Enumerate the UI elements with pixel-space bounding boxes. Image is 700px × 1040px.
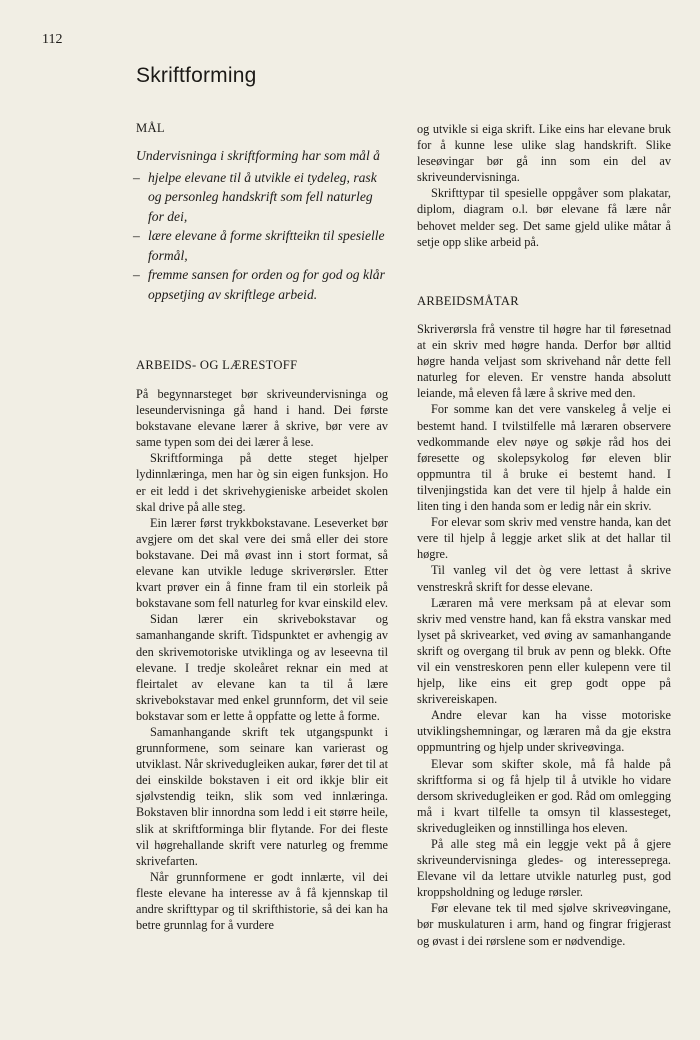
aim-text: hjelpe elevane til å utvikle ei tydeleg, rask og personleg handskrift som fell naturleg for dei, <box>148 169 377 224</box>
content-heading: ARBEIDS- OG LÆRESTOFF <box>136 358 298 372</box>
dash-marker: – <box>133 169 140 185</box>
content-paragraph: Sidan lærer ein skrivebokstavar og samanhangande skrift. Tidspunktet er avhengig av den skrivemotoriske utviklinga og av leseevna til elevane. I tredje skoleåret reknar ein med at fleirtalet av elevane kan ta til å lære skrivebokstavar med enkel grunnform, det vil seie bokstavar som er lette å oppfatte og lette å forme. <box>136 612 388 723</box>
continuation-paragraph: og utvikle si eiga skrift. Like eins har elevane bruk for å kunne lese ulike slag handskrift. Slike leseøvingar bør gå inn som ein del av skriveundervisninga. <box>417 122 671 185</box>
methods-heading: ARBEIDSMÅTAR <box>417 294 519 308</box>
methods-paragraph: Før elevane tek til med sjølve skriveøvingane, bør muskulaturen i arm, hand og fingrar frigjerast og øvast i dei rørslene som er nødvendige. <box>417 901 671 948</box>
methods-paragraph: Elevar som skifter skole, må få halde på skriftforma si og få hjelp til å utvikle ho vidare dersom skrivedugleiken er god. Råd om omlegging må i kvart tilfelle ta omsyn til klassesteget, skrivedugleiken og innstillinga hos eleven. <box>417 756 671 835</box>
methods-paragraph: For somme kan det vere vanskeleg å velje ei bestemt hand. I tvilstilfelle må læraren observere vedkommande elev nøye og søkje råd hos dei føresette og skolepsykolog før eleven blir oppmuntra til å bruke ei bestemt hand. I tilvenjingstida kan det vere til hjelp å halde ein liten ting i den handa som er ledig når ein skriv. <box>417 402 671 514</box>
aims-list <box>133 168 388 305</box>
continuation-paragraph: Skrifttypar til spesielle oppgåver som plakatar, diplom, diagram o.l. bør elevane få lære når behovet melder seg. Det same gjeld ulike måtar å setje opp slike arbeid på. <box>417 186 671 249</box>
page-number: 112 <box>42 32 63 47</box>
content-paragraph: Skriftforminga på dette steget hjelper lydinnlæringa, men har òg sin eigen funksjon. Ho er eit ledd i det skrivehygieniske arbeidet skolen skal drive på alle steg. <box>136 451 388 514</box>
content-paragraph: Samanhangande skrift tek utgangspunkt i grunnformene, som seinare kan varierast og utviklast. Når skrivedugleiken aukar, fører det til at dei einskilde bokstaven i eit ord ikkje blir eit sjølvstendig teikn, slik som ved innlæringa. Bokstaven blir innordna som ledd i eit større heile, slik at skriftforminga blir flytande. For dei fleste vil høgrehallande skrift vere naturleg og fremme skrivefarten. <box>136 724 388 868</box>
aims-heading: MÅL <box>136 121 165 135</box>
aims-block <box>133 146 388 304</box>
methods-paragraph: Skriverørsla frå venstre til høgre har til føresetnad at ein skriv med høgre handa. Derfor bør alltid høgre handa veljast som skrivehand når dette fell naturleg for eleven. Er venstre handa absolutt leiande, må eleven få lære å skrive med den. <box>417 322 671 401</box>
aim-item <box>133 265 388 304</box>
aims-intro: Undervisninga i skriftforming har som mål å <box>136 148 380 163</box>
content-paragraph: På begynnarsteget bør skriveundervisninga og leseundervisninga gå hand i hand. Dei første bokstavane elevane lærer å skrive, bør vere av same typen som dei dei lærer å lese. <box>136 387 388 450</box>
dash-marker: – <box>133 228 140 243</box>
content-body <box>136 386 388 933</box>
methods-paragraph: Til vanleg vil det òg vere lettast å skrive venstreskrå skrift for desse elevane. <box>417 563 671 594</box>
chapter-title: Skriftforming <box>136 64 257 87</box>
content-paragraph: Ein lærer først trykkbokstavane. Leseverket bør avgjere om det skal vere dei små eller dei store bokstavane. Dei må øvast inn i stort format, så elevane kan utvikle leduge skriverørsler. Etter kvart prøver ein å finne fram til ein storleik på bokstavane som fell naturleg for kvar einskild elev. <box>136 515 388 611</box>
methods-body <box>417 321 671 949</box>
continuation-body <box>417 121 671 250</box>
aim-item <box>133 168 388 227</box>
methods-paragraph: For elevar som skriv med venstre handa, kan det vere til hjelp å leggje arket slik at det hallar til høgre. <box>417 515 671 562</box>
methods-paragraph: Andre elevar kan ha visse motoriske utviklingshemningar, og læraren må da gje ekstra oppmuntring og hjelp under skriveøvinga. <box>417 708 671 755</box>
methods-paragraph: Læraren må vere merksam på at elevar som skriv med venstre hand, kan få ekstra vanskar med lyset på skrivearket, ved øving av samanhangande skrift og overgang til bruk av penn og blekk. Ofte vil ein venstreskoren penn eller kulepenn vere til hjelp, like eins eit grep godt oppe på skrivereiskapen. <box>417 595 671 707</box>
content-paragraph: Når grunnformene er godt innlærte, vil dei fleste elevane ha interesse av å få kjennskap til andre skrifttypar og til skrifthistorie, så dei kan ha betre grunnlag for å vurdere <box>136 869 388 933</box>
methods-paragraph: På alle steg må ein leggje vekt på å gjere skriveundervisninga gledes- og interessepregа. Elevane vil da lettare utvikle naturleg pust, god kroppsholdning og leduge rørsler. <box>417 837 671 900</box>
aim-text: lære elevane å forme skriftteikn til spesielle formål, <box>148 228 385 263</box>
aim-text: fremme sansen for orden og for god og klår oppsetjing av skriftlege arbeid. <box>148 267 385 302</box>
aim-item <box>133 226 388 265</box>
dash-marker: – <box>133 267 140 282</box>
